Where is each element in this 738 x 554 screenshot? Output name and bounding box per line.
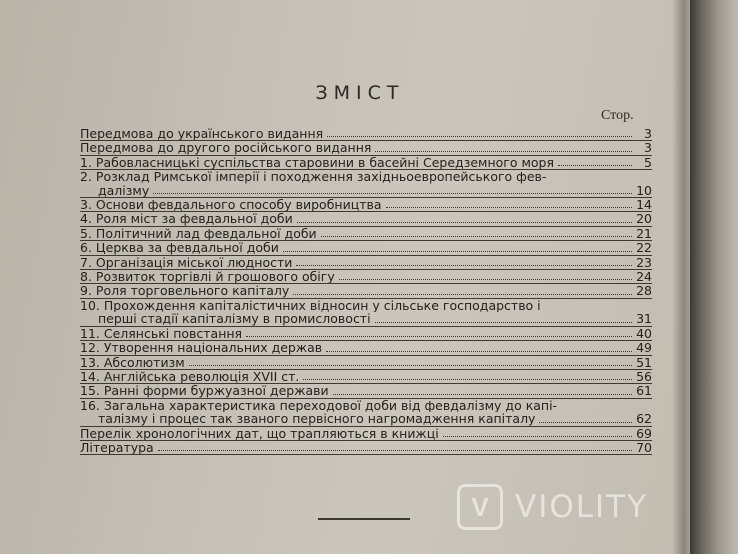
toc-entry-page: 21 <box>636 225 652 241</box>
leader-dots <box>303 379 632 380</box>
leader-dots <box>339 279 632 280</box>
toc-entry-text: Абсолютизм <box>103 355 185 369</box>
toc-entry-text: Основи февдального способу виробництва <box>95 198 382 212</box>
toc-entry-page: 56 <box>636 368 652 384</box>
leader-dots <box>297 222 632 223</box>
toc-entry-text: Ранні форми буржуазної держави <box>103 384 329 398</box>
leader-dots <box>326 351 632 352</box>
toc-entry <box>80 384 652 398</box>
toc-entry-page: 20 <box>636 211 652 227</box>
toc-entry-page: 69 <box>636 425 652 441</box>
toc-entry <box>80 341 652 355</box>
toc-entry-number: 10. <box>80 298 100 313</box>
toc-entry-page: 10 <box>636 182 652 198</box>
toc-entry-literature <box>80 441 652 455</box>
toc-entry-text: Розклад Римської імперії і походження західньоевропейського фев- <box>95 170 547 184</box>
toc-entry <box>80 356 652 370</box>
toc-entry-page: 31 <box>636 311 652 327</box>
adjacent-page-edge <box>690 0 738 554</box>
leader-dots <box>296 265 632 266</box>
toc-entry <box>80 327 652 341</box>
toc-entry-page: 70 <box>636 439 652 455</box>
toc-entry <box>80 299 652 312</box>
violity-logo-icon: V <box>457 484 503 530</box>
toc-entry-page: 3 <box>644 140 652 156</box>
toc-entry-number: 6. <box>80 241 92 255</box>
toc-entry-page: 24 <box>636 269 652 285</box>
toc-entry <box>80 170 652 183</box>
leader-dots <box>558 165 632 166</box>
toc-entry-continuation <box>80 412 652 426</box>
bottom-ornament-rule <box>318 518 410 520</box>
toc-entry-text: перші стадії капіталізму в промисловості <box>98 312 371 326</box>
toc-entry-text: Англійська революція XVII ст. <box>103 369 300 384</box>
toc-entry-number: 8. <box>80 270 92 284</box>
leader-dots <box>293 294 632 295</box>
toc-entry-preface-ua <box>80 127 652 141</box>
toc-entry-text: Роля міст за февдальної доби <box>95 212 293 226</box>
toc-entry-number: 3. <box>80 198 92 212</box>
toc-entry-number: 13. <box>80 355 100 369</box>
toc-entry-number: 14. <box>80 369 100 384</box>
leader-dots <box>375 151 632 152</box>
leader-dots <box>327 136 632 137</box>
page-column-label: Стор. <box>601 108 634 123</box>
page-title: ЗМІСТ <box>315 82 405 104</box>
toc-entry <box>80 241 652 255</box>
toc-entry <box>80 212 652 226</box>
toc-entry-number: 2. <box>80 170 92 184</box>
leader-dots <box>539 422 632 423</box>
toc-entry-page: 23 <box>636 254 652 270</box>
toc-entry-continuation <box>80 184 652 198</box>
toc-entry-number: 7. <box>80 255 92 270</box>
toc-entry-continuation <box>80 312 652 326</box>
leader-dots <box>158 450 632 451</box>
toc-entry-page: 49 <box>636 340 652 356</box>
toc-entry-text: Література <box>80 440 154 455</box>
toc-entry-text: Загальна характеристика переходової доби від февдалізму до капі- <box>103 398 558 413</box>
toc-entry-text: талізму і процес так званого первісного нагромадження капіталу <box>98 412 536 426</box>
leader-dots <box>443 436 632 437</box>
toc-entry-page: 14 <box>636 197 652 213</box>
leader-dots <box>189 365 632 366</box>
toc-entry <box>80 156 652 170</box>
toc-entry-number: 11. <box>80 326 100 341</box>
toc-entry-page: 40 <box>636 325 652 341</box>
toc-entry-text: далізму <box>98 183 150 198</box>
toc-entry-text: Передмова до українського видання <box>80 127 324 141</box>
leader-dots <box>246 336 632 337</box>
leader-dots <box>283 251 632 252</box>
toc-entry <box>80 370 652 384</box>
toc-entry <box>80 198 652 212</box>
toc-entry-number: 4. <box>80 212 92 226</box>
toc-entry-number: 15. <box>80 384 100 398</box>
toc-entry-text: Організація міської людности <box>95 255 293 270</box>
toc-entry-number: 16. <box>80 398 100 413</box>
toc-entry <box>80 270 652 284</box>
toc-entry-text: Розвиток торгівлі й грошового обігу <box>95 270 335 284</box>
toc-entry <box>80 227 652 241</box>
toc-entry-preface-ru <box>80 141 652 155</box>
toc-entry-text: Прохождення капіталістичних відносин у сільське господарство і <box>103 298 541 313</box>
leader-dots <box>153 193 632 194</box>
toc-entry-page: 62 <box>636 411 652 427</box>
watermark <box>457 484 648 530</box>
toc-entry-page: 28 <box>636 283 652 299</box>
toc-entry-number: 12. <box>80 341 100 355</box>
toc-entry-text: Передмова до другого російського видання <box>80 141 372 155</box>
toc-entry-text: Утворення національних держав <box>103 341 323 355</box>
toc-entry-text: Церква за февдальної доби <box>95 241 279 255</box>
leader-dots <box>375 322 632 323</box>
toc-entry <box>80 284 652 298</box>
toc-entry-text: Селянські повстання <box>103 326 243 341</box>
toc-entry-text: Рабовласницькі суспільства старовини в басейні Середземного моря <box>95 155 554 170</box>
leader-dots <box>386 207 632 208</box>
toc-entry-text: Політичний лад февдальної доби <box>95 226 317 241</box>
toc-entry <box>80 256 652 270</box>
toc-entry-page: 61 <box>636 383 652 399</box>
table-of-contents <box>80 127 652 455</box>
toc-entry-page: 22 <box>636 240 652 256</box>
toc-entry-chronology <box>80 427 652 441</box>
toc-entry <box>80 399 652 412</box>
toc-entry-number: 1. <box>80 155 92 170</box>
toc-entry-number: 9. <box>80 284 92 298</box>
toc-entry-text: Роля торговельного капіталу <box>95 284 290 298</box>
toc-entry-number: 5. <box>80 226 92 241</box>
toc-entry-page: 5 <box>644 154 652 170</box>
watermark-text: VIOLITY <box>515 489 649 525</box>
toc-entry-text: Перелік хронологічних дат, що трапляються в книжці <box>80 426 439 440</box>
leader-dots <box>333 394 632 395</box>
toc-entry-page: 51 <box>636 354 652 370</box>
leader-dots <box>321 236 632 237</box>
toc-entry-page: 3 <box>644 126 652 141</box>
